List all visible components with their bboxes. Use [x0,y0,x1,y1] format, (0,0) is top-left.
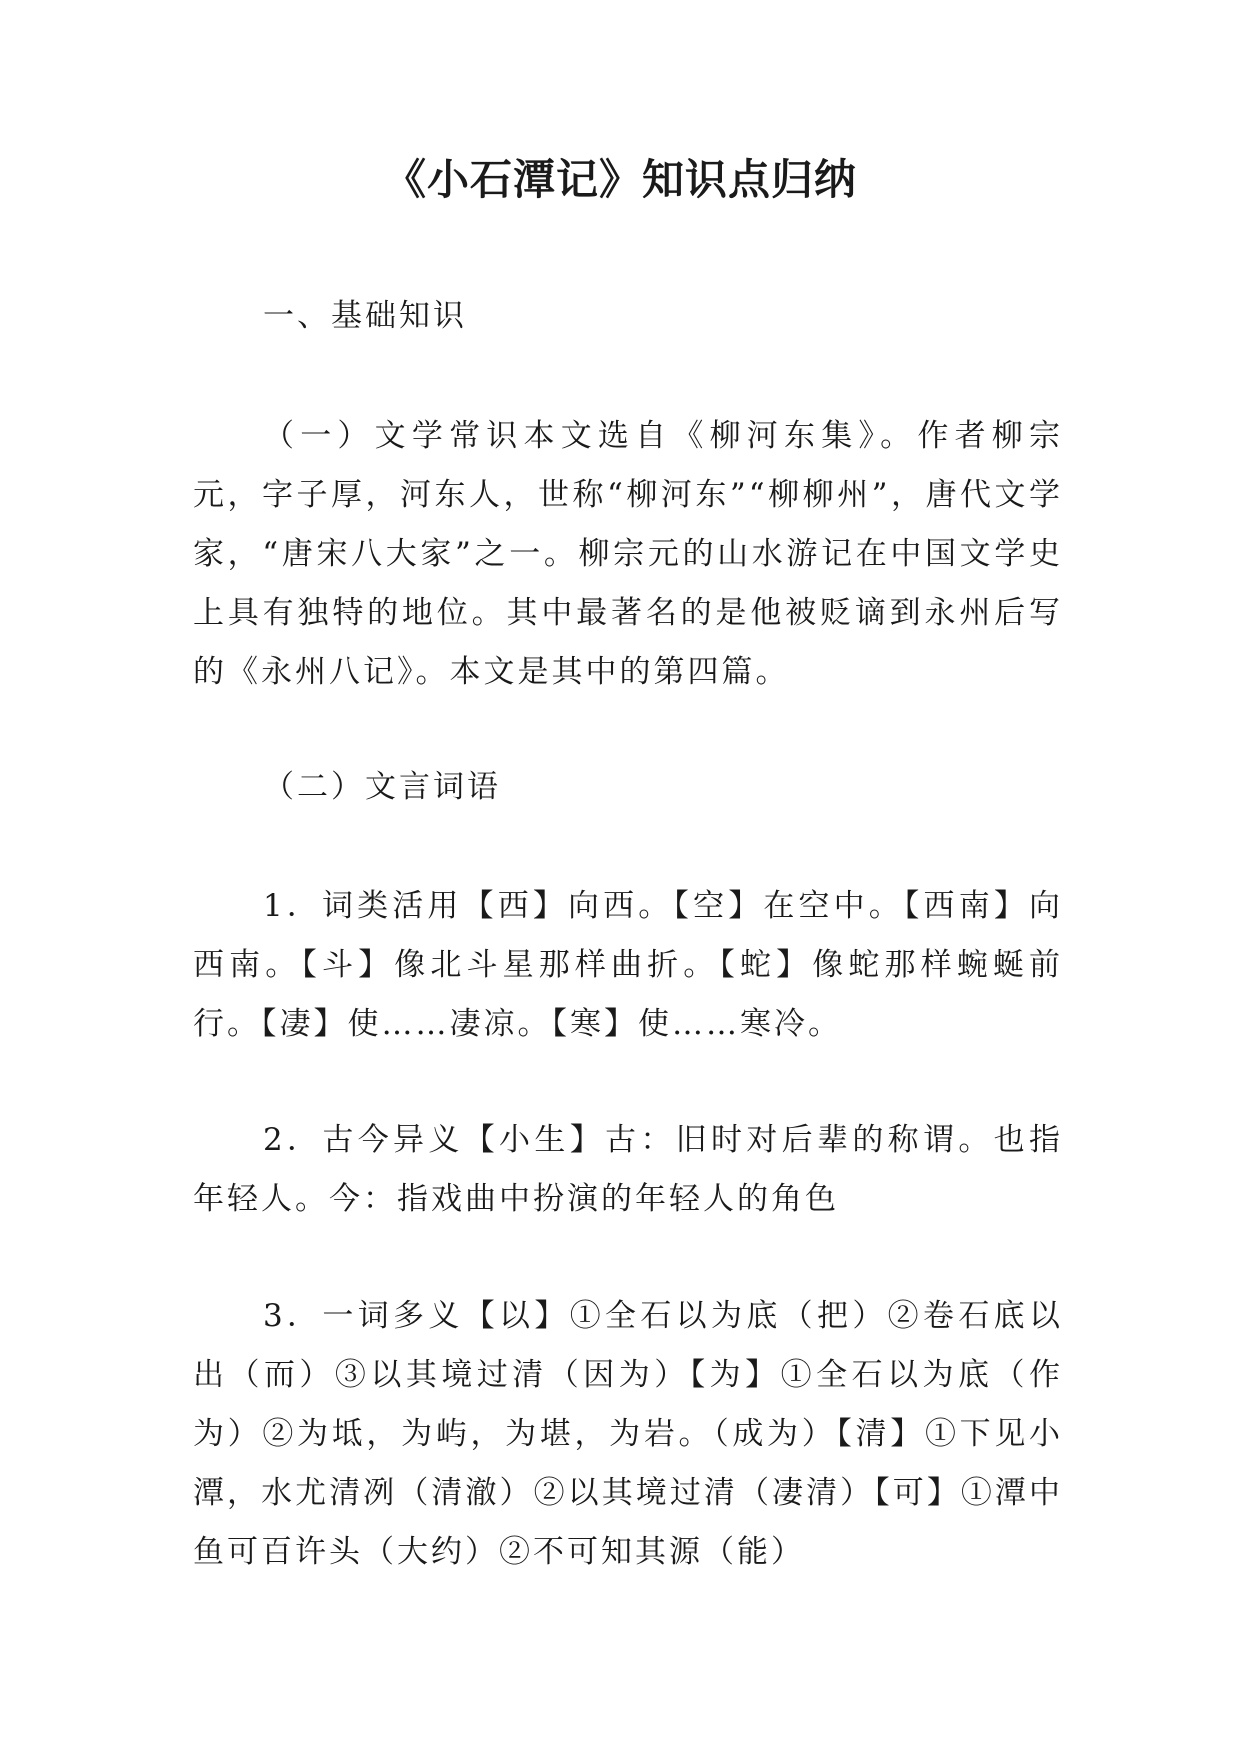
paragraph-literary-knowledge: （一）文学常识本文选自《柳河东集》。作者柳宗元，字子厚，河东人，世称“柳河东”“柳柳州”，唐代文学家，“唐宋八大家”之一。柳宗元的山水游记在中国文学史上具有独特的地位。其中最著名的是他被贬谪到永州后写的《永州八记》。本文是其中的第四篇。 [193,418,1063,690]
paragraph-ancient-modern-meaning: 2．古今异义【小生】古：旧时对后辈的称谓。也指年轻人。今：指戏曲中扮演的年轻人的角色 [193,1122,1063,1217]
page-title: 《小石潭记》知识点归纳 [383,155,857,204]
section-heading-classical-words: （二）文言词语 [263,769,501,805]
paragraph-polysemy: 3．一词多义【以】①全石以为底（把）②卷石底以出（而）③以其境过清（因为）【为】①全石以为底（作为）②为坻，为屿，为堪，为岩。（成为）【清】①下见小潭，水尤清冽（清澈）②以其境过清（凄清）【可】①潭中鱼可百许头（大约）②不可知其源（能） [193,1298,1063,1570]
paragraph-word-class-usage: 1．词类活用【西】向西。【空】在空中。【西南】向西南。【斗】像北斗星那样曲折。【蛇】像蛇那样蜿蜒前行。【凄】使……凄凉。【寒】使……寒冷。 [193,888,1063,1042]
section-heading-basic-knowledge: 一、基础知识 [263,298,467,334]
